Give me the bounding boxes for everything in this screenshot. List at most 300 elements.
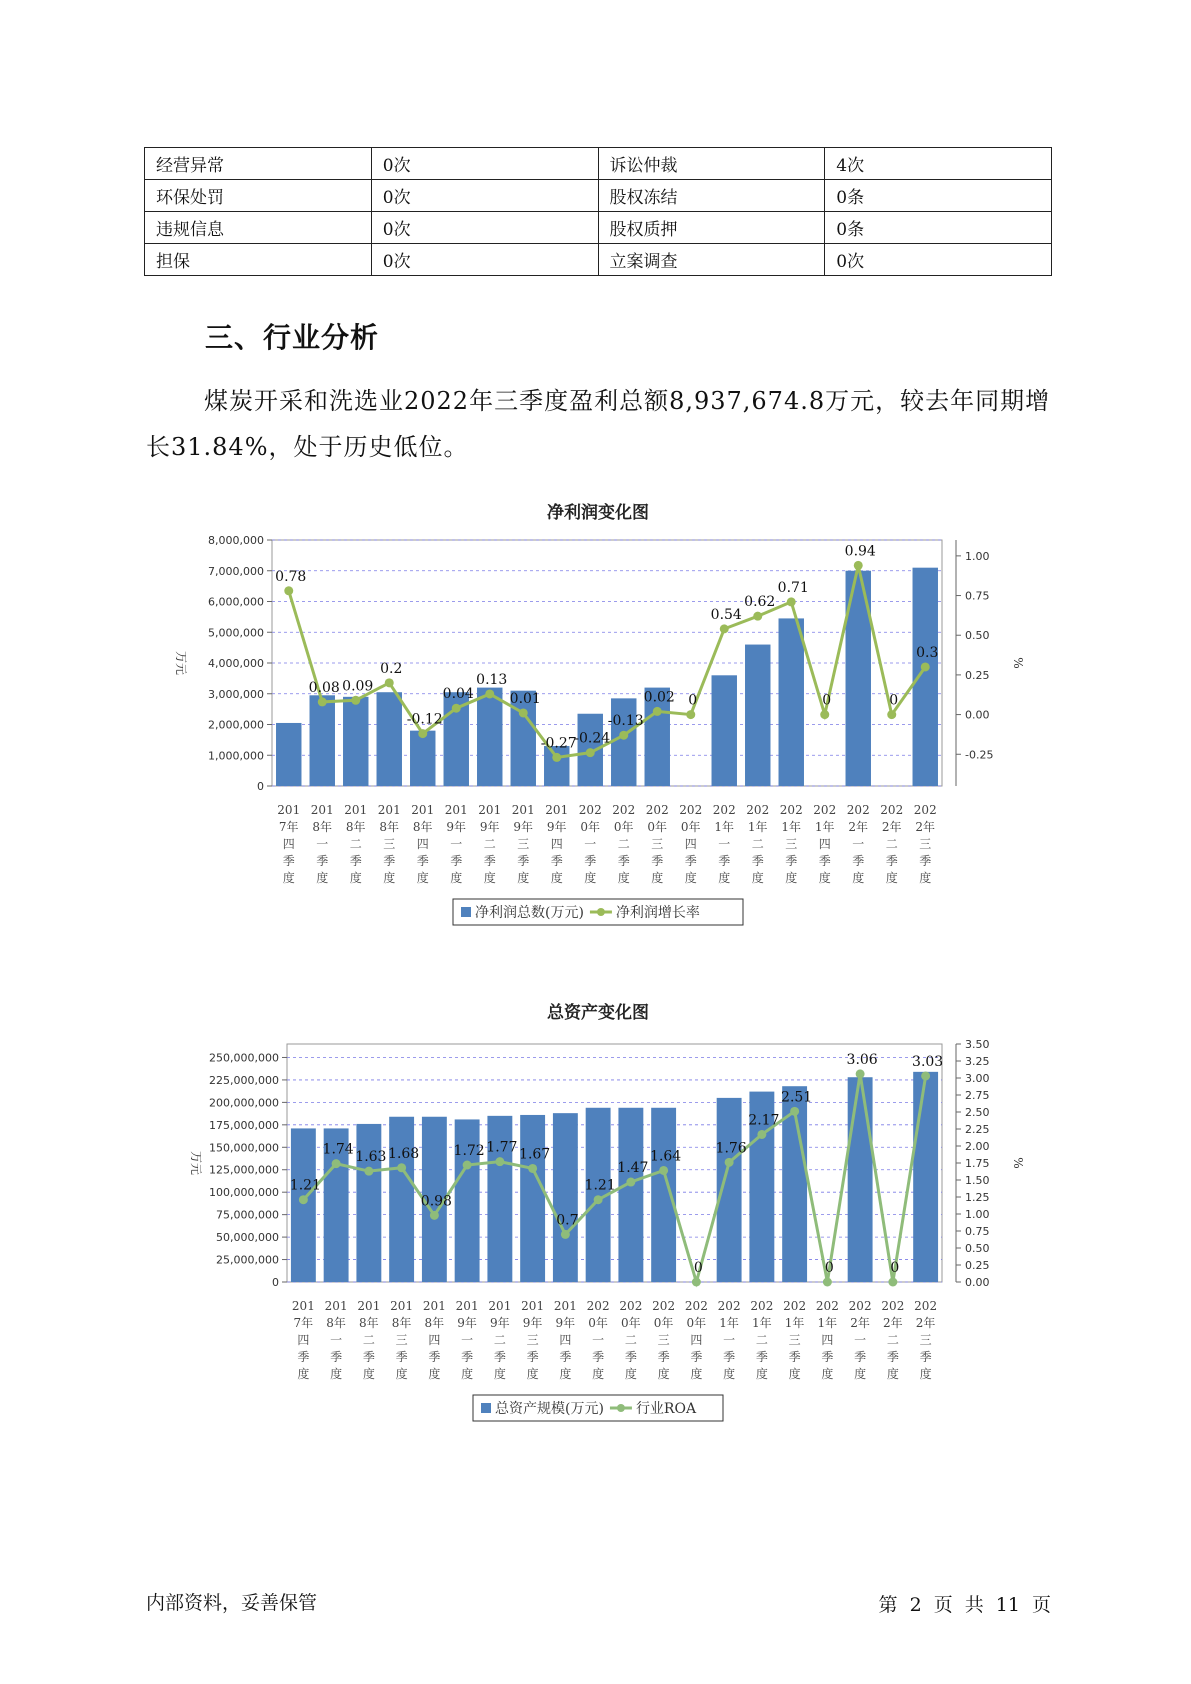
y-tick-label: 150,000,000: [209, 1141, 279, 1155]
x-category-label: 202: [717, 1299, 741, 1313]
line-point: [820, 710, 829, 719]
x-category-label: 度: [684, 871, 697, 885]
x-category-label: 201: [511, 803, 535, 817]
x-category-label: 202: [578, 803, 602, 817]
x-category-label: 季: [723, 1350, 736, 1364]
x-category-label: 9年: [446, 820, 467, 834]
risk-item-label: 经营异常: [145, 148, 372, 180]
x-category-label: 度: [886, 1367, 899, 1381]
x-category-label: 季: [751, 854, 764, 868]
risk-item-count: 0次: [371, 148, 598, 180]
y2-tick-label: 3.00: [965, 1072, 990, 1085]
x-category-label: 季: [349, 854, 362, 868]
line-point: [332, 1159, 341, 1168]
line-point: [561, 1230, 570, 1239]
line-point: [495, 1157, 504, 1166]
x-category-label: 季: [651, 854, 664, 868]
y2-tick-label: 1.75: [965, 1157, 990, 1170]
data-label: 0: [688, 692, 698, 709]
x-category-label: 二: [886, 1333, 899, 1347]
x-category-label: 202: [679, 803, 703, 817]
x-category-label: 一: [461, 1333, 474, 1347]
y-tick-label: 0: [257, 780, 264, 793]
x-category-label: 三: [517, 837, 530, 851]
x-category-label: 度: [751, 871, 764, 885]
line-point: [299, 1195, 308, 1204]
x-category-label: 度: [624, 1367, 637, 1381]
x-category-label: 度: [785, 871, 798, 885]
x-category-label: 三: [785, 837, 798, 851]
x-category-label: 季: [885, 854, 898, 868]
bar: [310, 695, 335, 786]
x-category-label: 2年: [915, 1316, 936, 1330]
x-category-label: 202: [652, 1299, 676, 1313]
x-category-label: 度: [517, 871, 530, 885]
x-category-label: 202: [712, 803, 736, 817]
bar: [410, 731, 435, 786]
risk-item-label: 违规信息: [145, 212, 372, 244]
x-category-label: 1年: [784, 1316, 805, 1330]
line-point: [653, 707, 662, 716]
x-category-label: 202: [846, 803, 870, 817]
x-category-label: 季: [821, 1350, 834, 1364]
y2-axis-label: %: [1011, 1157, 1025, 1169]
x-category-label: 二: [483, 837, 496, 851]
x-category-label: 1年: [719, 1316, 739, 1330]
x-category-label: 季: [483, 854, 496, 868]
x-category-label: 三: [657, 1333, 670, 1347]
x-category-label: 度: [592, 1367, 605, 1381]
x-category-label: 0年: [653, 1316, 674, 1330]
y-tick-label: 3,000,000: [208, 687, 264, 701]
x-category-label: 四: [282, 837, 295, 851]
y2-tick-label: -0.25: [965, 748, 994, 762]
bar: [291, 1128, 316, 1282]
x-category-label: 季: [886, 1350, 899, 1364]
bar: [611, 698, 636, 786]
risk-item-label: 股权质押: [598, 212, 825, 244]
x-category-label: 201: [310, 803, 334, 817]
x-category-label: 1年: [781, 820, 802, 834]
x-category-label: 三: [651, 837, 664, 851]
x-category-label: 201: [422, 1299, 446, 1313]
legend-bar-label: 净利润总数(万元): [475, 905, 584, 921]
legend-bar-label: 总资产规模(万元): [495, 1401, 604, 1417]
y-tick-label: 7,000,000: [208, 564, 264, 578]
x-category-label: 四: [821, 1333, 834, 1347]
legend-line-label: 行业ROA: [635, 1401, 697, 1417]
line-point: [626, 1178, 635, 1187]
data-label: 0: [890, 1260, 900, 1276]
x-category-label: 三: [919, 837, 932, 851]
risk-item-count: 0次: [371, 180, 598, 212]
x-category-label: 1年: [747, 820, 768, 834]
x-category-label: 二: [755, 1333, 768, 1347]
line-point: [856, 1069, 865, 1078]
data-label: 0.02: [643, 689, 675, 706]
data-label: 1.68: [388, 1145, 420, 1162]
risk-item-count: 0次: [825, 244, 1052, 276]
y2-tick-label: 2.00: [965, 1140, 990, 1153]
risk-item-label: 立案调查: [598, 244, 825, 276]
data-label: -0.12: [406, 711, 443, 728]
x-category-label: 202: [881, 1299, 905, 1313]
x-category-label: 季: [450, 854, 463, 868]
line-point: [586, 748, 595, 757]
x-category-label: 1年: [814, 820, 835, 834]
x-category-label: 202: [914, 1299, 938, 1313]
x-category-label: 度: [493, 1367, 506, 1381]
y2-tick-label: 2.25: [965, 1123, 990, 1136]
data-label: 1.77: [486, 1139, 518, 1156]
x-category-label: 1年: [817, 1316, 838, 1330]
x-category-label: 季: [550, 854, 563, 868]
data-label: 0.01: [509, 690, 541, 707]
x-category-label: 2年: [881, 820, 902, 834]
risk-item-label: 诉讼仲裁: [598, 148, 825, 180]
x-category-label: 二: [885, 837, 898, 851]
bar: [343, 697, 368, 786]
y-tick-label: 200,000,000: [209, 1096, 279, 1110]
data-label: 1.47: [617, 1160, 649, 1177]
x-category-label: 度: [919, 1367, 932, 1381]
x-category-label: 季: [690, 1350, 703, 1364]
data-label: 0: [822, 692, 832, 709]
x-category-label: 二: [349, 837, 362, 851]
risk-item-count: 0条: [825, 180, 1052, 212]
legend-line-marker: [617, 1404, 625, 1412]
y-tick-label: 4,000,000: [208, 657, 264, 670]
risk-item-label: 环保处罚: [145, 180, 372, 212]
risk-info-table: [144, 147, 1052, 276]
line-point: [854, 561, 863, 570]
x-category-label: 8年: [391, 1316, 412, 1330]
y2-tick-label: 1.50: [965, 1174, 990, 1187]
line-point: [594, 1195, 603, 1204]
data-label: 0: [693, 1260, 703, 1276]
x-category-label: 202: [815, 1299, 839, 1313]
y-tick-label: 8,000,000: [208, 534, 264, 547]
data-label: -0.24: [574, 730, 611, 747]
x-category-label: 0年: [680, 820, 701, 834]
line-point: [452, 704, 461, 713]
line-point: [720, 624, 729, 633]
x-category-label: 0年: [621, 1316, 641, 1330]
bar: [712, 675, 737, 786]
x-category-label: 季: [624, 1350, 637, 1364]
x-category-label: 季: [818, 854, 831, 868]
x-category-label: 四: [818, 837, 831, 851]
x-category-label: 度: [526, 1367, 539, 1381]
y-tick-label: 125,000,000: [209, 1163, 279, 1177]
data-label: 0.3: [916, 644, 939, 661]
y2-tick-label: 0.00: [965, 708, 990, 722]
chart-title: 净利润变化图: [547, 503, 649, 523]
x-category-label: 202: [612, 803, 636, 817]
line-point: [686, 710, 695, 719]
data-label: 0.09: [342, 678, 374, 695]
x-category-label: 0年: [647, 820, 668, 834]
line-point: [318, 697, 327, 706]
x-category-label: 7年: [293, 1316, 314, 1330]
x-category-label: 201: [377, 803, 401, 817]
bar: [389, 1117, 414, 1282]
y-tick-label: 50,000,000: [216, 1231, 279, 1245]
legend-bar-swatch: [481, 1403, 491, 1413]
x-category-label: 四: [297, 1333, 310, 1347]
x-category-label: 202: [586, 1299, 610, 1313]
x-category-label: 202: [848, 1299, 872, 1313]
y-tick-label: 225,000,000: [209, 1073, 279, 1087]
y2-tick-label: 0.75: [965, 589, 990, 603]
x-category-label: 8年: [379, 820, 400, 834]
x-category-label: 四: [428, 1333, 441, 1347]
x-category-label: 度: [852, 871, 865, 885]
x-category-label: 202: [645, 803, 669, 817]
x-category-label: 四: [690, 1333, 703, 1347]
y2-tick-label: 3.50: [965, 1038, 990, 1051]
x-category-label: 季: [526, 1350, 539, 1364]
line-point: [619, 731, 628, 740]
line-point: [430, 1211, 439, 1220]
data-label: 0: [889, 692, 899, 709]
x-category-label: 1年: [752, 1316, 772, 1330]
x-category-label: 季: [755, 1350, 768, 1364]
y-tick-label: 175,000,000: [209, 1118, 279, 1132]
line-point: [790, 1107, 799, 1116]
line-point: [823, 1278, 832, 1287]
y-tick-label: 0: [272, 1276, 279, 1289]
x-category-label: 四: [684, 837, 697, 851]
line-point: [787, 597, 796, 606]
data-label: 2.17: [748, 1112, 780, 1129]
y2-tick-label: 1.00: [965, 549, 990, 563]
line-point: [463, 1161, 472, 1170]
x-category-label: 度: [395, 1367, 408, 1381]
x-category-label: 季: [559, 1350, 572, 1364]
x-category-label: 201: [488, 1299, 512, 1313]
x-category-label: 0年: [686, 1316, 707, 1330]
x-category-label: 一: [330, 1333, 343, 1347]
x-category-label: 8年: [412, 820, 433, 834]
legend-line-marker: [597, 908, 605, 916]
data-label: 0.78: [275, 568, 307, 585]
x-category-label: 季: [395, 1350, 408, 1364]
x-category-label: 季: [362, 1350, 375, 1364]
line-point: [921, 1071, 930, 1080]
net-profit-chart: [0, 492, 1191, 962]
data-label: 3.03: [912, 1053, 944, 1070]
x-category-label: 季: [584, 854, 597, 868]
x-category-label: 二: [493, 1333, 506, 1347]
x-category-label: 201: [390, 1299, 414, 1313]
x-category-label: 202: [619, 1299, 643, 1313]
line-point: [485, 689, 494, 698]
x-category-label: 二: [624, 1333, 637, 1347]
data-label: 1.74: [322, 1141, 354, 1158]
total-assets-chart: [0, 992, 1191, 1462]
y2-tick-label: 2.50: [965, 1106, 990, 1119]
line-point: [692, 1278, 701, 1287]
x-category-label: 201: [545, 803, 569, 817]
x-category-label: 9年: [513, 820, 534, 834]
risk-table-row: [145, 148, 1052, 180]
x-category-label: 季: [493, 1350, 506, 1364]
y2-tick-label: 0.50: [965, 629, 990, 643]
x-category-label: 度: [584, 871, 597, 885]
y-tick-label: 6,000,000: [208, 595, 264, 609]
y-tick-label: 5,000,000: [208, 626, 264, 640]
data-label: -0.27: [540, 735, 577, 752]
risk-table-row: [145, 180, 1052, 212]
x-category-label: 一: [450, 837, 463, 851]
industry-analysis-paragraph: 煤炭开采和洗选业2022年三季度盈利总额8,937,674.8万元，较去年同期增长31.84%，处于历史低位。: [146, 387, 1051, 461]
data-label: 3.06: [846, 1051, 878, 1068]
x-category-label: 1年: [714, 820, 735, 834]
x-category-label: 9年: [555, 1316, 576, 1330]
x-category-label: 三: [788, 1333, 801, 1347]
data-label: 1.76: [715, 1140, 747, 1157]
x-category-label: 8年: [424, 1316, 445, 1330]
y2-tick-label: 0.75: [965, 1225, 990, 1238]
line-point: [757, 1130, 766, 1139]
x-category-label: 度: [297, 1367, 310, 1381]
y2-tick-label: 1.25: [965, 1191, 990, 1204]
data-label: 1.72: [453, 1143, 485, 1160]
x-category-label: 202: [783, 1299, 807, 1313]
data-label: 0.7: [556, 1212, 579, 1229]
x-category-label: 度: [282, 871, 295, 885]
x-category-label: 201: [277, 803, 301, 817]
x-category-label: 一: [854, 1333, 867, 1347]
x-category-label: 季: [785, 854, 798, 868]
x-category-label: 季: [316, 854, 329, 868]
x-category-label: 一: [852, 837, 865, 851]
line-point: [753, 612, 762, 621]
y-tick-label: 75,000,000: [216, 1208, 279, 1222]
bar: [544, 746, 569, 786]
risk-item-count: 0次: [371, 212, 598, 244]
x-category-label: 9年: [546, 820, 567, 834]
x-category-label: 9年: [479, 820, 500, 834]
y-tick-label: 25,000,000: [216, 1253, 279, 1267]
x-category-label: 一: [723, 1333, 736, 1347]
line-point: [385, 678, 394, 687]
x-category-label: 一: [592, 1333, 605, 1347]
y-tick-label: 100,000,000: [209, 1186, 279, 1200]
legend-bar-swatch: [461, 907, 471, 917]
x-category-label: 度: [349, 871, 362, 885]
x-category-label: 季: [657, 1350, 670, 1364]
y2-tick-label: 1.00: [965, 1208, 990, 1221]
x-category-label: 度: [383, 871, 396, 885]
legend-line-label: 净利润增长率: [615, 905, 700, 921]
x-category-label: 三: [395, 1333, 408, 1347]
data-label: 0.94: [844, 543, 876, 560]
x-category-label: 8年: [359, 1316, 379, 1330]
line-point: [418, 729, 427, 738]
risk-table-row: [145, 212, 1052, 244]
x-category-label: 201: [521, 1299, 545, 1313]
x-category-label: 度: [718, 871, 731, 885]
x-category-label: 季: [684, 854, 697, 868]
bar: [377, 692, 402, 786]
bar: [276, 723, 301, 786]
risk-item-count: 0次: [371, 244, 598, 276]
x-category-label: 季: [854, 1350, 867, 1364]
data-label: 0.98: [420, 1193, 452, 1210]
x-category-label: 202: [813, 803, 837, 817]
x-category-label: 202: [880, 803, 904, 817]
x-category-label: 度: [461, 1367, 474, 1381]
x-category-label: 201: [344, 803, 368, 817]
x-category-label: 9年: [522, 1316, 543, 1330]
data-label: 2.51: [781, 1089, 813, 1106]
x-category-label: 季: [428, 1350, 441, 1364]
x-category-label: 度: [617, 871, 630, 885]
x-category-label: 二: [617, 837, 630, 851]
risk-item-count: 4次: [825, 148, 1052, 180]
line-point: [552, 753, 561, 762]
x-category-label: 2年: [883, 1316, 903, 1330]
x-category-label: 2年: [850, 1316, 870, 1330]
data-label: 0.04: [442, 686, 474, 703]
risk-item-count: 0条: [825, 212, 1052, 244]
x-category-label: 季: [330, 1350, 343, 1364]
x-category-label: 季: [282, 854, 295, 868]
x-category-label: 202: [746, 803, 770, 817]
x-category-label: 二: [751, 837, 764, 851]
data-label: 1.64: [650, 1148, 682, 1165]
bar: [848, 1077, 873, 1282]
risk-table-row: [145, 244, 1052, 276]
data-label: 1.63: [355, 1149, 387, 1166]
x-category-label: 0年: [588, 1316, 608, 1330]
x-category-label: 度: [483, 871, 496, 885]
y-tick-label: 2,000,000: [208, 718, 264, 732]
bar: [618, 1108, 643, 1282]
bar: [913, 568, 938, 786]
x-category-label: 202: [684, 1299, 708, 1313]
line-point: [397, 1163, 406, 1172]
y-axis-label: 万元: [174, 650, 188, 676]
y2-tick-label: 2.75: [965, 1089, 990, 1102]
risk-item-label: 股权冻结: [598, 180, 825, 212]
x-category-label: 度: [755, 1367, 768, 1381]
x-category-label: 9年: [490, 1316, 510, 1330]
x-category-label: 2年: [915, 820, 936, 834]
x-category-label: 201: [478, 803, 502, 817]
x-category-label: 季: [592, 1350, 605, 1364]
x-category-label: 201: [444, 803, 468, 817]
x-category-label: 201: [357, 1299, 381, 1313]
x-category-label: 度: [450, 871, 463, 885]
chart-title: 总资产变化图: [547, 1003, 649, 1023]
x-category-label: 8年: [312, 820, 333, 834]
x-category-label: 201: [324, 1299, 348, 1313]
data-label: 0.13: [476, 671, 508, 688]
y2-tick-label: 0.00: [965, 1276, 990, 1289]
line-point: [888, 1278, 897, 1287]
bar: [745, 645, 770, 786]
x-category-label: 四: [559, 1333, 572, 1347]
x-category-label: 一: [718, 837, 731, 851]
line-point: [725, 1158, 734, 1167]
bar: [553, 1113, 578, 1282]
footer-page-number: 第 2 页 共 11 页: [878, 1594, 1051, 1616]
x-category-label: 四: [550, 837, 563, 851]
section-heading: 三、行业分析: [205, 321, 380, 354]
